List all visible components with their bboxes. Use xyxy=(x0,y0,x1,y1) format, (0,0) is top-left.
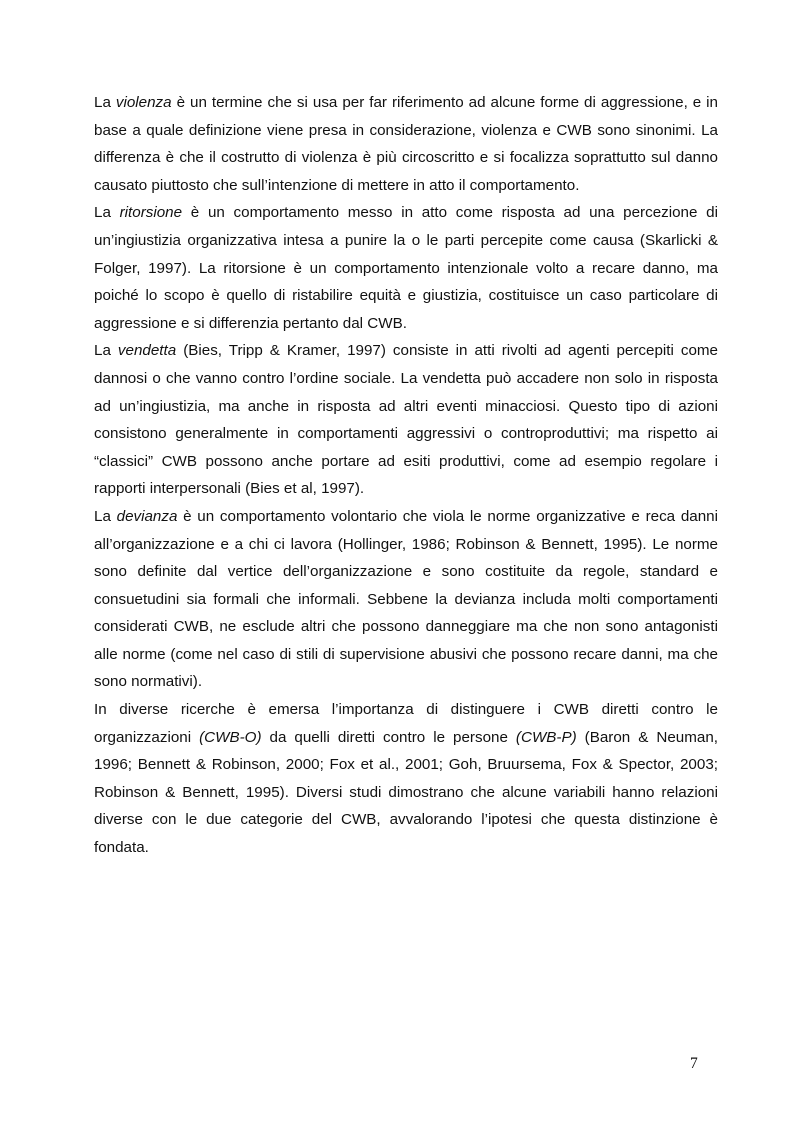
paragraph-text: La xyxy=(94,342,118,360)
paragraph-violenza xyxy=(94,89,718,199)
paragraph-vendetta xyxy=(94,337,718,503)
term-devianza: devianza xyxy=(116,507,178,525)
paragraph-devianza xyxy=(94,503,718,696)
paragraph-text: è un comportamento volontario che viola le norme organizzative e reca danni all’organizzazione e a chi ci lavora (Hollinger, 1986; Robinson & Bennett, 1995). Le norme sono definite dal vertice dell’organizzazione e sono costituite da regole, standard e consuetudini sia formali che informali. Sebbene la devianza includa molti comportamenti considerati CWB, ne esclude altri che possono danneggiare ma che non sono antagonisti alle norme (come nel caso di stili di supervisione abusivi che possono recare danni, ma che sono normativi). xyxy=(94,507,718,691)
term-vendetta: vendetta xyxy=(117,342,177,360)
paragraph-text: da quelli diretti contro le persone xyxy=(261,728,516,746)
term-ritorsione: ritorsione xyxy=(119,204,183,222)
paragraph-text: è un comportamento messo in atto come risposta ad una percezione di un’ingiustizia organizzativa intesa a punire la o le parti percepite come causa (Skarlicki & Folger, 1997). La ritorsione è un comportamento intenzionale volto a recare danno, ma poiché lo scopo è quello di ristabilire equità e giustizia, costituisce un caso particolare di aggressione e si differenzia pertanto dal CWB. xyxy=(94,204,718,332)
term-cwb-p: (CWB-P) xyxy=(515,728,577,746)
paragraph-text: La xyxy=(94,94,116,111)
page-number: 7 xyxy=(690,1055,698,1072)
paragraph-text: (Baron & Neuman, 1996; Bennett & Robinson, 2000; Fox et al., 2001; Goh, Bruursema, Fox & Spector, 2003; Robinson & Bennett, 1995). Diversi studi dimostrano che alcune variabili hanno relazioni diverse con le due categorie del CWB, avvalorando l’ipotesi che questa distinzione è fondata. xyxy=(94,728,719,857)
paragraph-cwb-distinction xyxy=(94,696,718,862)
term-violenza: violenza xyxy=(115,94,172,111)
paragraph-text: La xyxy=(94,204,120,222)
document-body xyxy=(94,89,718,862)
paragraph-text: (Bies, Tripp & Kramer, 1997) consiste in atti rivolti ad agenti percepiti come dannosi o che vanno contro l’ordine sociale. La vendetta può accadere non solo in risposta ad un’ingiustizia, ma anche in risposta ad altri eventi minacciosi. Questo tipo di azioni consistono generalmente in comportamenti aggressivi o controproduttivi; ma rispetto ai “classici” CWB possono anche portare ad esiti produttivi, come ad esempio regolare i rapporti interpersonali (Bies et al, 1997). xyxy=(94,342,718,498)
term-cwb-o: (CWB-O) xyxy=(199,728,262,746)
paragraph-text: è un termine che si usa per far riferimento ad alcune forme di aggressione, e in base a quale definizione viene presa in considerazione, violenza e CWB sono sinonimi. La differenza è che il costrutto di violenza è più circoscritto e si focalizza soprattutto sul danno causato piuttosto che sull’intenzione di mettere in atto il comportamento. xyxy=(94,94,718,194)
paragraph-ritorsione xyxy=(94,199,718,337)
paragraph-text: La xyxy=(94,507,117,525)
paragraph-text: In diverse ricerche è emersa l’importanza di distinguere i CWB diretti contro le organizzazioni xyxy=(94,701,718,746)
